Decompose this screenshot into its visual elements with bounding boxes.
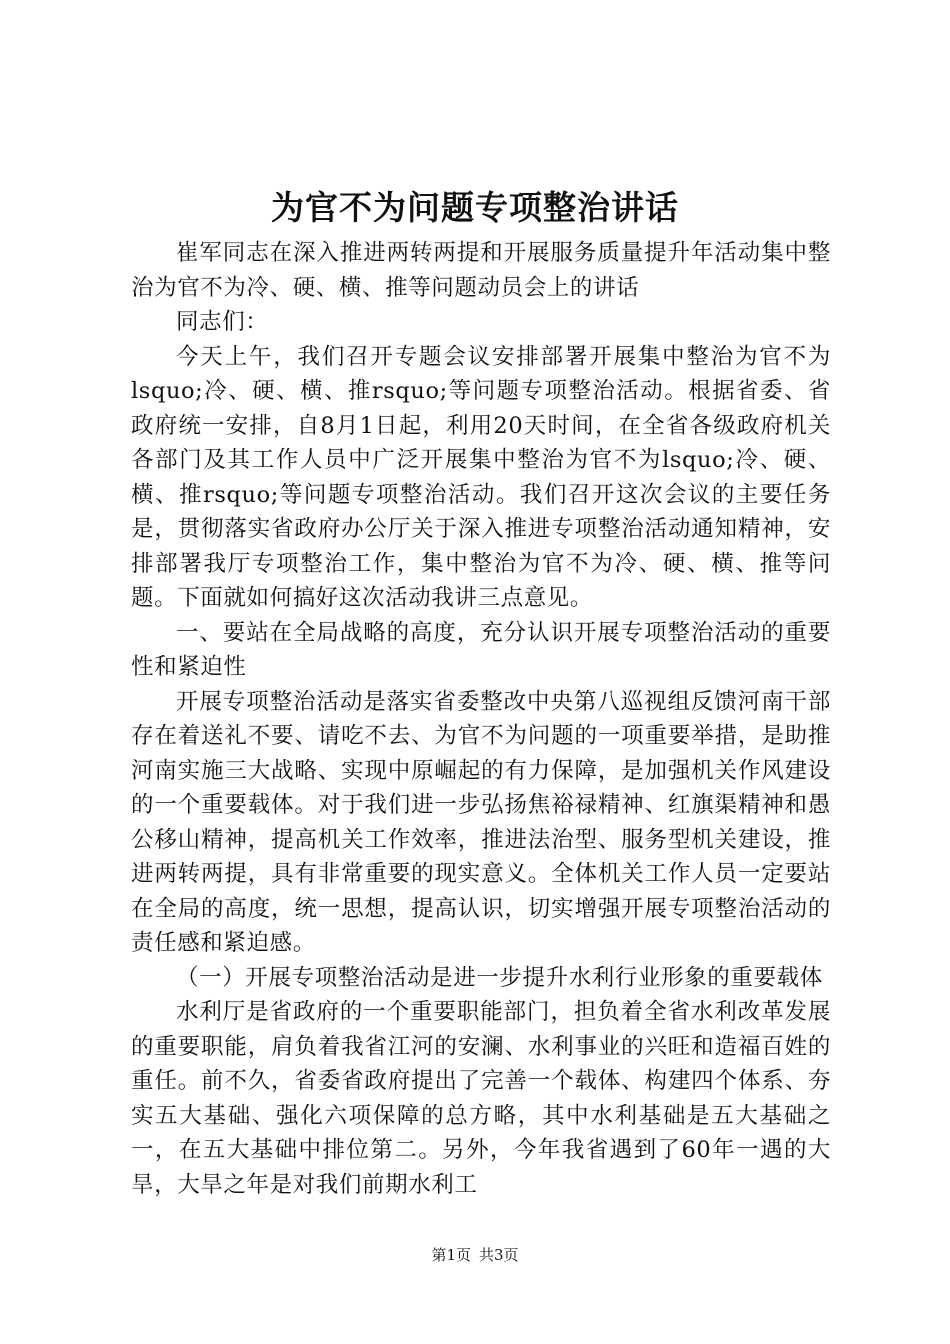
- page-footer: [0, 1244, 950, 1266]
- paragraph-subtitle: 崔军同志在深入推进两转两提和开展服务质量提升年活动集中整治为官不为冷、硬、横、推等问题动员会上的讲话: [131, 240, 831, 301]
- paragraph-intro: 今天上午，我们召开专题会议安排部署开展集中整治为官不为lsquo;冷、硬、横、推rsquo;等问题专项整治活动。根据省委、省政府统一安排，自8月1日起，利用20天时间，在全省各级政府机关各部门及其工作人员中广泛开展集中整治为官不为lsquo;冷、硬、横、推rsquo;等问题专项整治活动。我们召开这次会议的主要任务是，贯彻落实省政府办公厅关于深入推进专项整治活动通知精神，安排部署我厅专项整治工作，集中整治为官不为冷、硬、横、推等问题。下面就如何搞好这次活动我讲三点意见。: [131, 343, 831, 611]
- page-number: 第1页: [431, 1246, 471, 1264]
- subsection-heading-1: （一）开展专项整治活动是进一步提升水利行业形象的重要载体: [176, 964, 823, 991]
- document-body: [131, 236, 831, 1202]
- section-heading-1: 一、要站在全局战略的高度，充分认识开展专项整治活动的重要性和紧迫性: [131, 619, 831, 680]
- paragraph-subsection-1: 水利厅是省政府的一个重要职能部门，担负着全省水利改革发展的重要职能，肩负着我省江河的安澜、水利事业的兴旺和造福百姓的重任。前不久，省委省政府提出了完善一个载体、构建四个体系、夯实五大基础、强化六项保障的总方略，其中水利基础是五大基础之一，在五大基础中排位第二。另外，今年我省遇到了60年一遇的大旱，大旱之年是对我们前期水利工: [131, 999, 831, 1198]
- page-total: 共3页: [479, 1246, 519, 1264]
- paragraph-section-1: 开展专项整治活动是落实省委整改中央第八巡视组反馈河南干部存在着送礼不要、请吃不去、为官不为问题的一项重要举措，是助推河南实施三大战略、实现中原崛起的有力保障，是加强机关作风建设的一个重要载体。对于我们进一步弘扬焦裕禄精神、红旗渠精神和愚公移山精神，提高机关工作效率，推进法治型、服务型机关建设，推进两转两提，具有非常重要的现实意义。全体机关工作人员一定要站在全局的高度，统一思想，提高认识，切实增强开展专项整治活动的责任感和紧迫感。: [131, 688, 831, 956]
- paragraph-salutation: 同志们：: [176, 309, 269, 335]
- document-title: 为官不为问题专项整治讲话: [271, 188, 679, 227]
